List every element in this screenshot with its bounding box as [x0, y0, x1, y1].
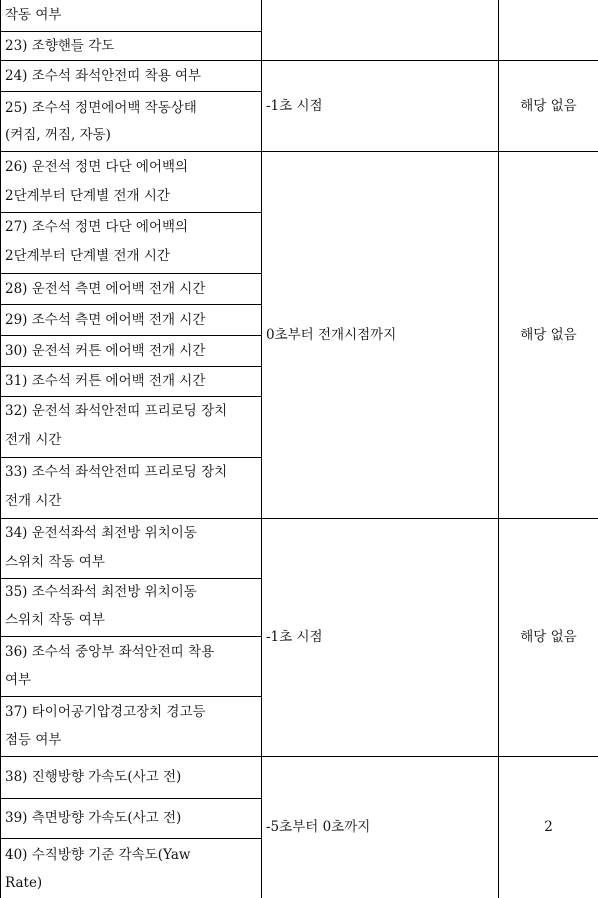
group-border	[0, 518, 598, 519]
item-text: 31) 조수석 커튼 에어백 전개 시간	[5, 373, 206, 389]
row-border	[0, 457, 262, 458]
item-text: 26) 운전석 정면 다단 에어백의	[5, 159, 189, 175]
resolution-text: 해당 없음	[520, 629, 577, 645]
row-border	[0, 273, 262, 274]
item-text: 38) 진행방향 가속도(사고 전)	[5, 769, 182, 785]
group-border	[0, 756, 598, 757]
item-text: 23) 조향핸들 각도	[5, 38, 115, 54]
border-col1	[261, 0, 262, 898]
item-text: 36) 조수석 중앙부 좌석안전띠 착용	[5, 644, 215, 660]
item-text: 작동 여부	[5, 7, 62, 23]
item-text: 35) 조수석좌석 최전방 위치이동	[5, 584, 197, 600]
interval-text: -1초 시점	[266, 629, 323, 645]
resolution-text: 해당 없음	[520, 327, 577, 343]
item-text: 점등 여부	[5, 732, 62, 748]
item-text: 2단계부터 단계별 전개 시간	[5, 188, 170, 204]
item-text: 24) 조수석 좌석안전띠 착용 여부	[5, 68, 202, 84]
item-text: 40) 수직방향 기준 각속도(Yaw	[5, 847, 191, 863]
interval-text: -1초 시점	[266, 98, 323, 114]
item-text: 29) 조수석 측면 에어백 전개 시간	[5, 312, 206, 328]
item-text: 25) 조수석 정면에어백 작동상태	[5, 100, 197, 116]
item-text: Rate)	[5, 875, 43, 891]
interval-text: 0초부터 전개시점까지	[266, 327, 397, 343]
resolution-text: 2	[544, 819, 553, 835]
interval-text: -5초부터 0초까지	[266, 819, 371, 835]
item-text: 39) 측면방향 가속도(사고 전)	[5, 810, 182, 826]
row-border	[0, 212, 262, 213]
row-border	[0, 335, 262, 336]
item-text: 여부	[5, 672, 32, 688]
row-border	[0, 838, 262, 839]
item-text: (켜짐, 꺼짐, 자동)	[5, 127, 111, 143]
row-border	[0, 91, 262, 92]
item-text: 30) 운전석 커튼 에어백 전개 시간	[5, 343, 206, 359]
resolution-text: 해당 없음	[520, 98, 577, 114]
group-border	[0, 60, 598, 61]
border-left	[0, 0, 1, 898]
item-text: 37) 타이어공기압경고장치 경고등	[5, 704, 206, 720]
item-text: 27) 조수석 정면 다단 에어백의	[5, 219, 189, 235]
group-border	[0, 151, 598, 152]
row-border	[0, 31, 262, 32]
row-border	[0, 304, 262, 305]
row-border	[0, 366, 262, 367]
row-border	[0, 798, 262, 799]
item-text: 34) 운전석좌석 최전방 위치이동	[5, 525, 197, 541]
item-text: 스위치 작동 여부	[5, 554, 105, 570]
item-text: 전개 시간	[5, 493, 62, 509]
item-text: 전개 시간	[5, 432, 62, 448]
row-border	[0, 636, 262, 637]
item-text: 32) 운전석 좌석안전띠 프리로딩 장치	[5, 403, 228, 419]
item-text: 33) 조수석 좌석안전띠 프리로딩 장치	[5, 464, 228, 480]
border-col2	[498, 0, 499, 898]
item-text: 2단계부터 단계별 전개 시간	[5, 248, 170, 264]
row-border	[0, 696, 262, 697]
row-border	[0, 396, 262, 397]
item-text: 스위치 작동 여부	[5, 612, 105, 628]
item-text: 28) 운전석 측면 에어백 전개 시간	[5, 281, 206, 297]
